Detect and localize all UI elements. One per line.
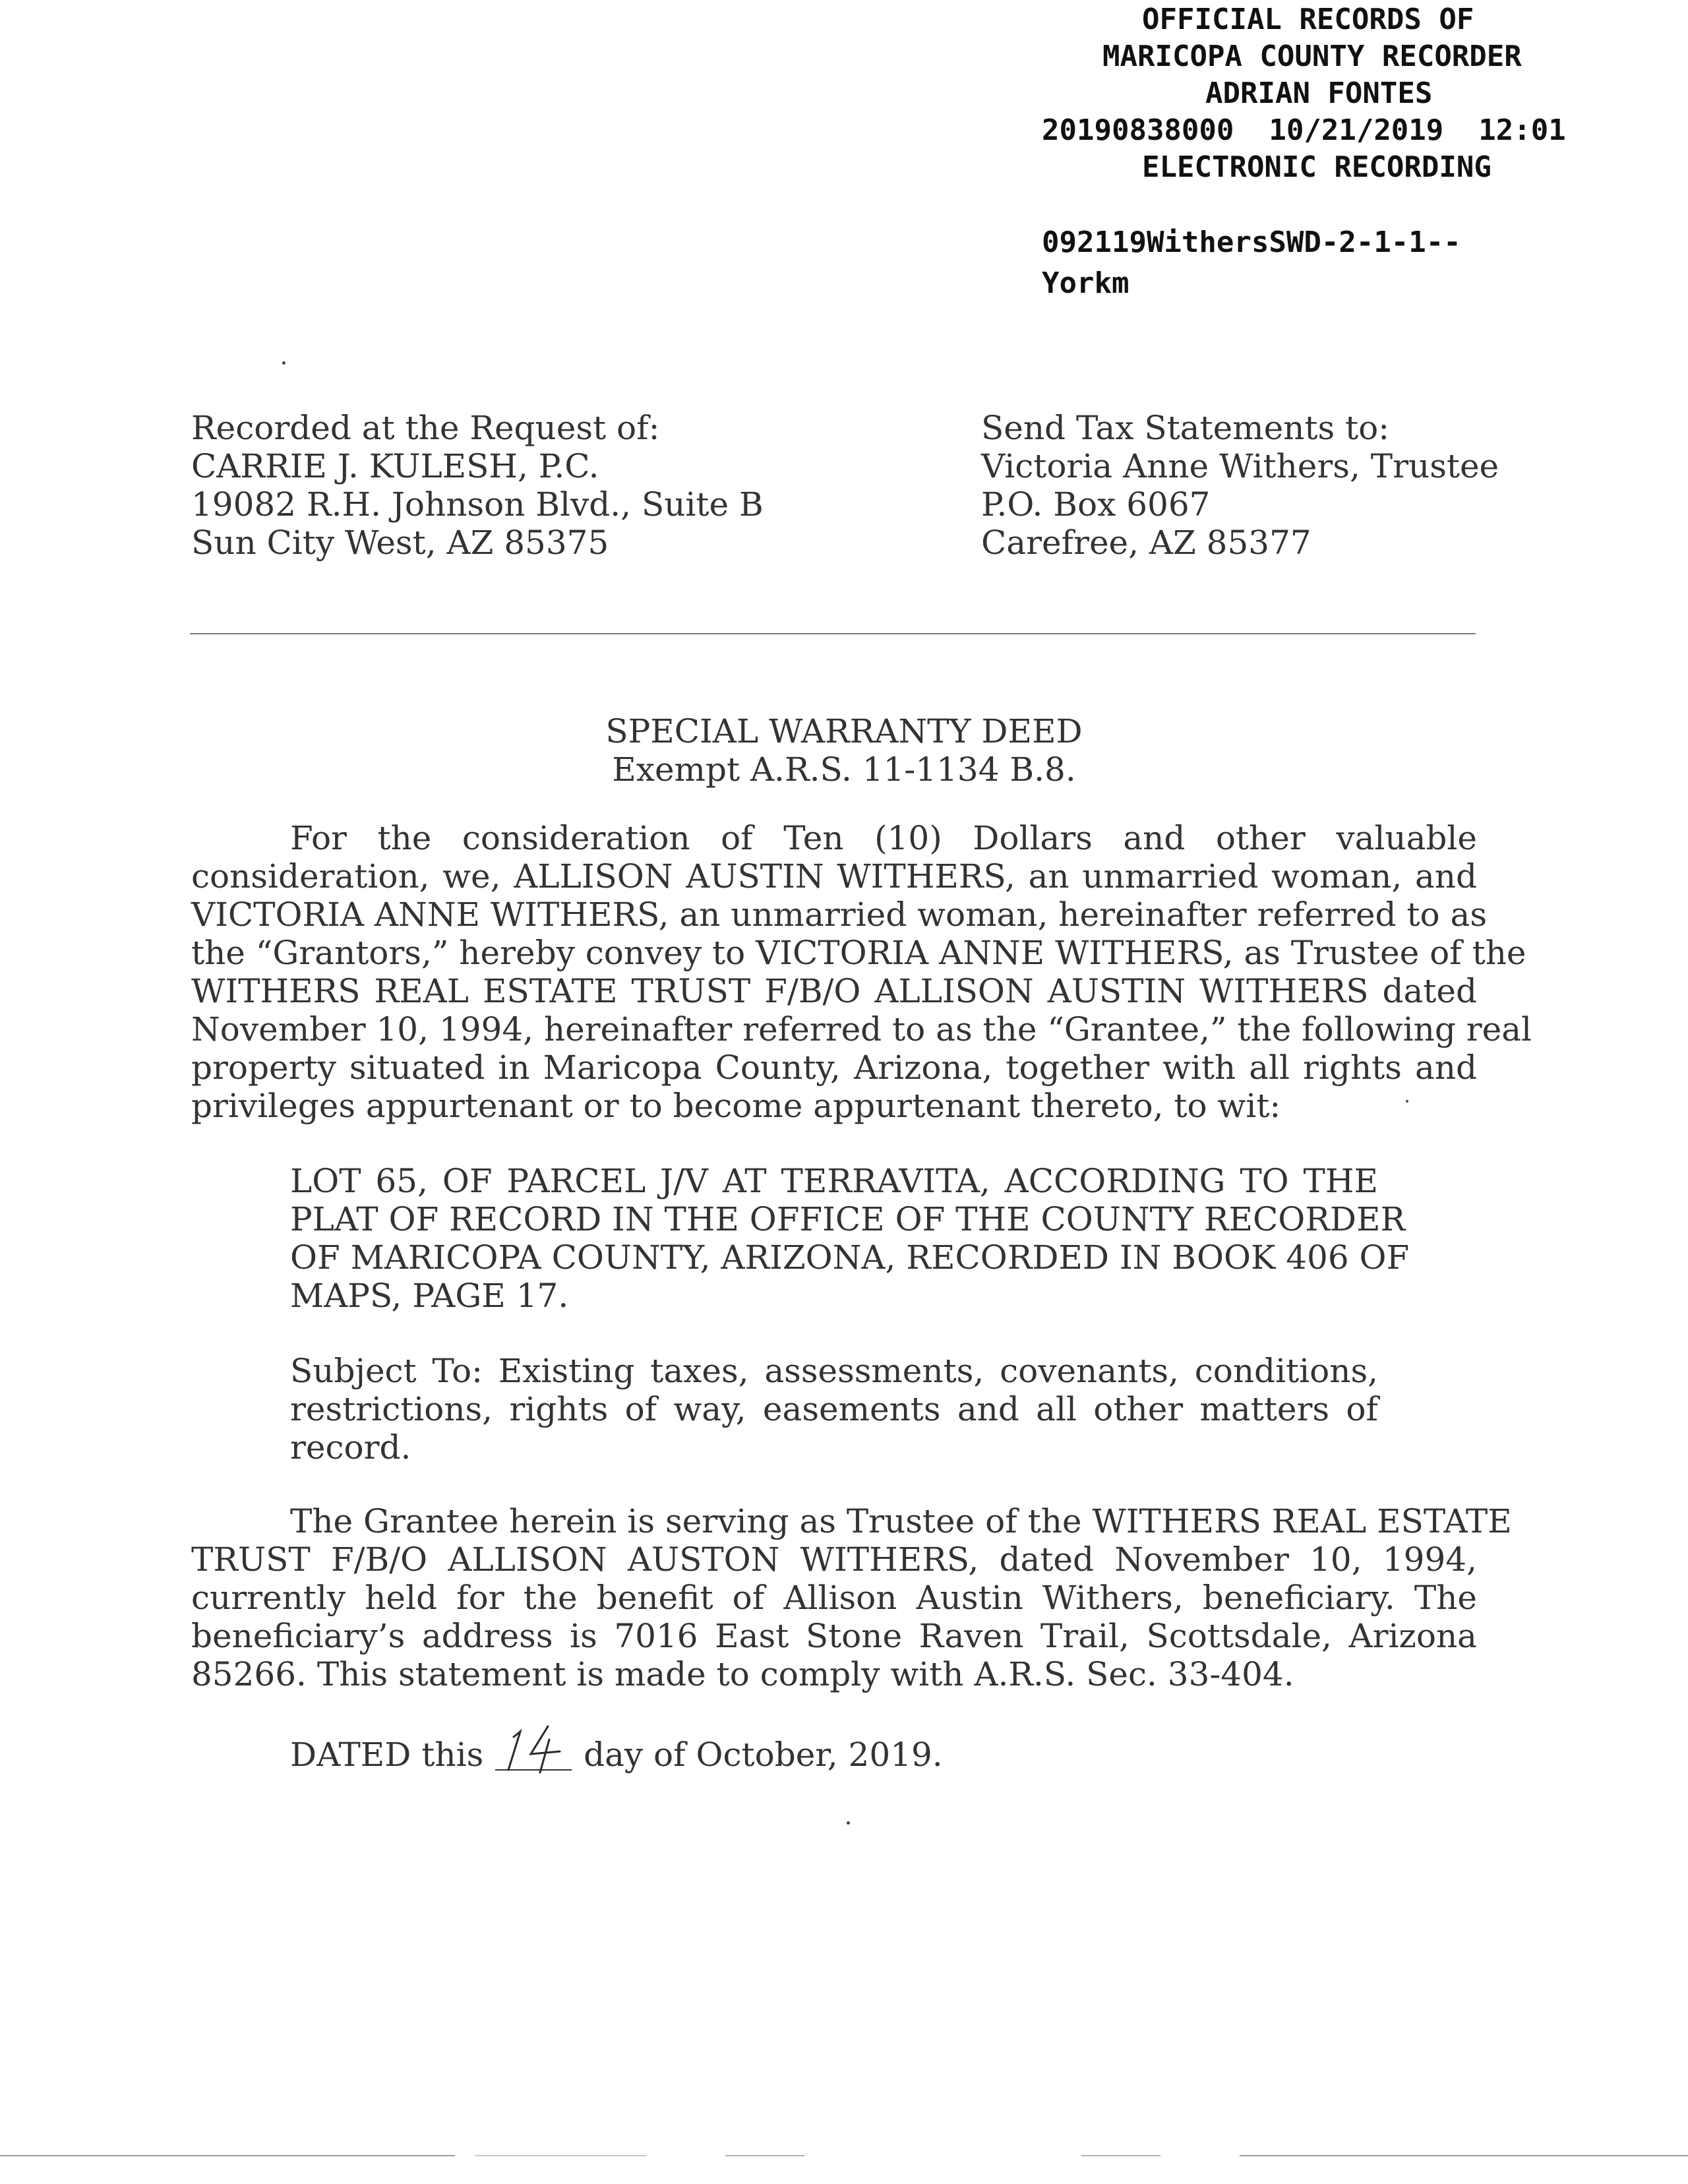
document-reference-line2: Yorkm [1042,266,1130,300]
trustee-line: beneficiary’s address is 7016 East Stone Raven Trail, Scottsdale, Arizona [191,1617,1477,1655]
subject-line: Subject To: Existing taxes, assessments, covenants, conditions, [290,1352,1378,1390]
trustee-line: The Grantee herein is serving as Trustee of the WITHERS REAL ESTATE [290,1502,1512,1540]
recorded-request-city: Sun City West, AZ 85375 [191,524,609,562]
recording-number-date-time: 20190838000 10/21/2019 12:01 [1042,113,1566,147]
trustee-line: currently held for the benefit of Allison Austin Withers, beneficiary. The [191,1579,1477,1617]
legal-line: LOT 65, OF PARCEL J/V AT TERRAVITA, ACCORDING TO THE [290,1162,1378,1200]
scan-artifact-line [1240,2155,1688,2156]
scan-artifact-line [725,2155,804,2156]
recorded-request-heading: Recorded at the Request of: [191,409,660,447]
recorder-stamp-line1: OFFICIAL RECORDS OF [1142,3,1474,36]
subject-line: record. [290,1428,411,1467]
recorded-request-street: 19082 R.H. Johnson Blvd., Suite B [191,485,764,524]
deed-exemption: Exempt A.R.S. 11-1134 B.8. [612,750,1076,789]
trustee-line: 85266. This statement is made to comply with A.R.S. Sec. 33-404. [191,1655,1294,1693]
document-reference-line1: 092119WithersSWD-2-1-1-- [1042,226,1461,259]
scan-speck [847,1821,850,1825]
deed-title: SPECIAL WARRANTY DEED [605,712,1083,750]
recorded-at-request-block [191,409,764,562]
paragraph-line: November 10, 1994, hereinafter referred to as the “Grantee,” the following real [191,1010,1532,1048]
tax-statements-heading: Send Tax Statements to: [981,409,1390,447]
legal-line: PLAT OF RECORD IN THE OFFICE OF THE COUNTY RECORDER [290,1200,1406,1238]
tax-statements-city: Carefree, AZ 85377 [981,524,1311,562]
dated-line [290,1736,943,1774]
header-divider [190,633,1476,634]
paragraph-line: For the consideration of Ten (10) Dollars and other valuable [290,819,1477,857]
dated-prefix: DATED this [290,1736,484,1774]
tax-statements-street: P.O. Box 6067 [981,485,1211,524]
trustee-line: TRUST F/B/O ALLISON AUSTON WITHERS, dated November 10, 1994, [191,1540,1477,1579]
paragraph-line: consideration, we, ALLISON AUSTIN WITHERS, an unmarried woman, and [191,857,1477,895]
paragraph-line: VICTORIA ANNE WITHERS, an unmarried woman, hereinafter referred to as [191,895,1487,934]
subject-line: restrictions, rights of way, easements and all other matters of [290,1390,1378,1428]
paragraph-line: property situated in Maricopa County, Arizona, together with all rights and [191,1048,1477,1087]
recorder-stamp-line3: ADRIAN FONTES [1205,76,1433,110]
scan-artifact-line [475,2155,646,2156]
subject-to-paragraph [290,1352,1378,1467]
tax-statements-name: Victoria Anne Withers, Trustee [981,447,1499,485]
legal-description [290,1162,1410,1315]
recorder-stamp-line2: MARICOPA COUNTY RECORDER [1102,40,1522,73]
paragraph-line: WITHERS REAL ESTATE TRUST F/B/O ALLISON AUSTIN WITHERS dated [191,972,1477,1010]
recorded-request-name: CARRIE J. KULESH, P.C. [191,447,599,485]
paragraph-line: privileges appurtenant or to become appurtenant thereto, to wit: [191,1087,1281,1125]
dated-suffix: day of October, 2019. [584,1736,943,1774]
scan-artifact-line [0,2155,455,2156]
recorder-stamp-line5: ELECTRONIC RECORDING [1142,150,1492,184]
consideration-paragraph [191,819,1532,1125]
handwritten-day-14 [494,1724,573,1776]
handwritten-day-field [494,1736,573,1774]
scan-artifact-line [1081,2155,1160,2156]
legal-line: OF MARICOPA COUNTY, ARIZONA, RECORDED IN BOOK 406 OF [290,1238,1410,1277]
scan-speck [282,361,286,365]
trustee-statement-paragraph [191,1502,1512,1693]
paragraph-line: the “Grantors,” hereby convey to VICTORIA ANNE WITHERS, as Trustee of the [191,934,1526,972]
legal-line: MAPS, PAGE 17. [290,1277,569,1315]
tax-statements-block [981,409,1499,562]
